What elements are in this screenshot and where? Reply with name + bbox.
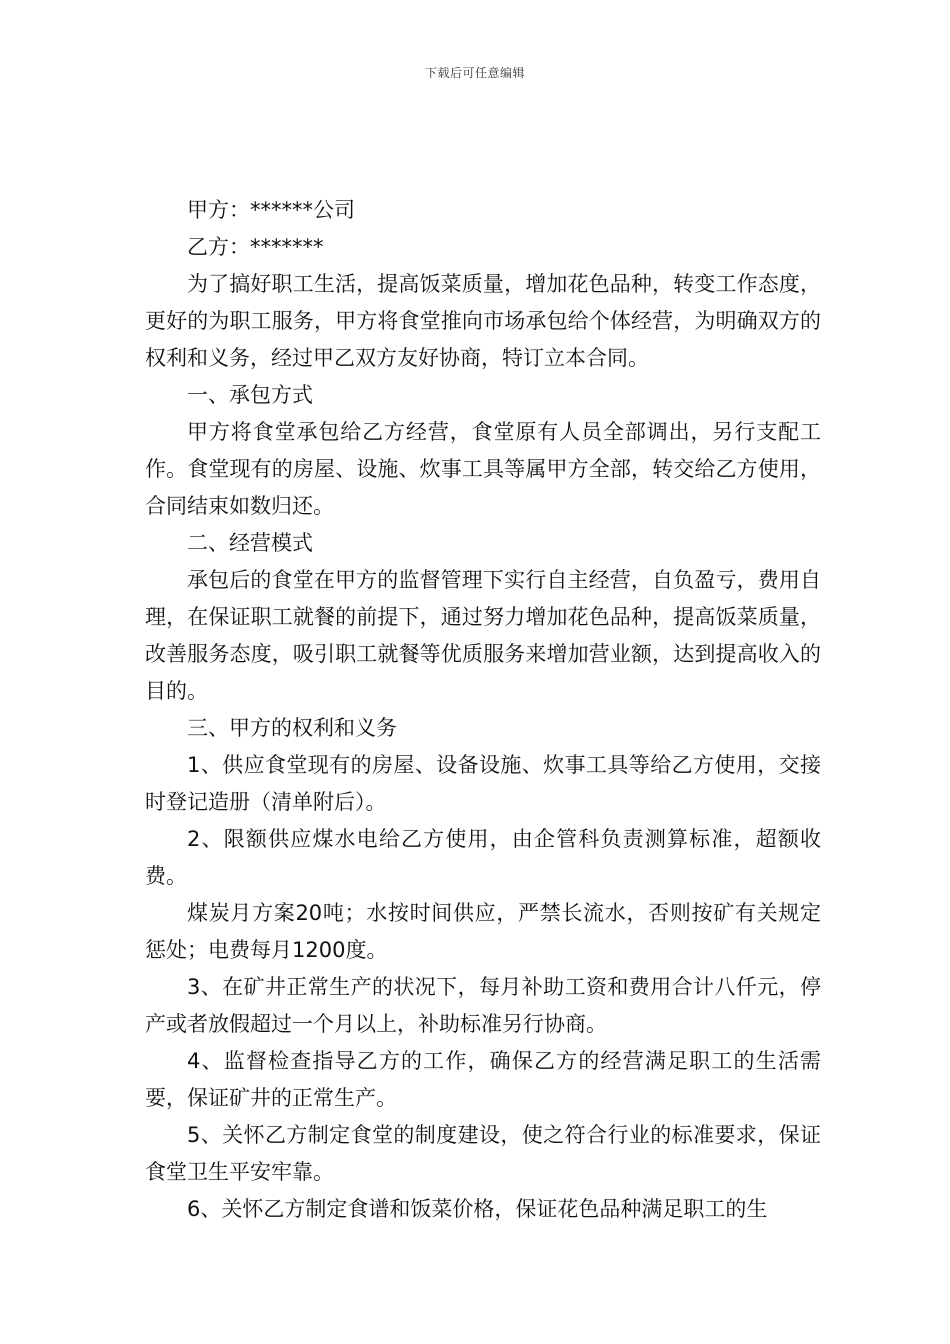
clause-5: 5、关怀乙方制定食堂的制度建设，使之符合行业的标准要求，保证食堂卫生平安牢靠。 [145,1123,821,1184]
clause-1: 1、供应食堂现有的房屋、设备设施、炊事工具等给乙方使用，交接时登记造册（清单附后）。 [145,753,821,814]
paragraph-operation-mode: 承包后的食堂在甲方的监督管理下实行自主经营，自负盈亏，费用自理，在保证职工就餐的前提下，通过努力增加花色品种，提高饭菜质量，改善服务态度，吸引职工就餐等优质服务来增加营业额，达到提高收入的目的。 [145,568,821,703]
section-heading-party-a-rights: 三、甲方的权利和义务 [187,716,397,740]
section-heading-contract-method: 一、承包方式 [187,383,313,407]
party-b-line: 乙方：******* [187,235,324,259]
intro-paragraph: 为了搞好职工生活，提高饭菜质量，增加花色品种，转变工作态度，更好的为职工服务，甲方将食堂推向市场承包给个体经营，为明确双方的权利和义务，经过甲乙双方友好协商，特订立本合同。 [145,272,821,370]
clause-2-detail: 煤炭月方案20吨；水按时间供应，严禁长流水，否则按矿有关规定惩处；电费每月1200度。 [145,901,821,962]
party-a-line: 甲方：******公司 [187,198,355,222]
clause-2: 2、限额供应煤水电给乙方使用，由企管科负责测算标准，超额收费。 [145,827,821,888]
document-body [145,192,821,1228]
clause-6: 6、关怀乙方制定食谱和饭菜价格，保证花色品种满足职工的生 [187,1197,768,1221]
section-heading-operation-mode: 二、经营模式 [187,531,313,555]
clause-3: 3、在矿井正常生产的状况下，每月补助工资和费用合计八仟元，停产或者放假超过一个月以上，补助标准另行协商。 [145,975,821,1036]
page-header: 下载后可任意编辑 [424,66,525,80]
paragraph-contract-method: 甲方将食堂承包给乙方经营，食堂原有人员全部调出，另行支配工作。食堂现有的房屋、设施、炊事工具等属甲方全部，转交给乙方使用，合同结束如数归还。 [145,420,821,518]
clause-4: 4、监督检查指导乙方的工作，确保乙方的经营满足职工的生活需要，保证矿井的正常生产。 [145,1049,821,1110]
